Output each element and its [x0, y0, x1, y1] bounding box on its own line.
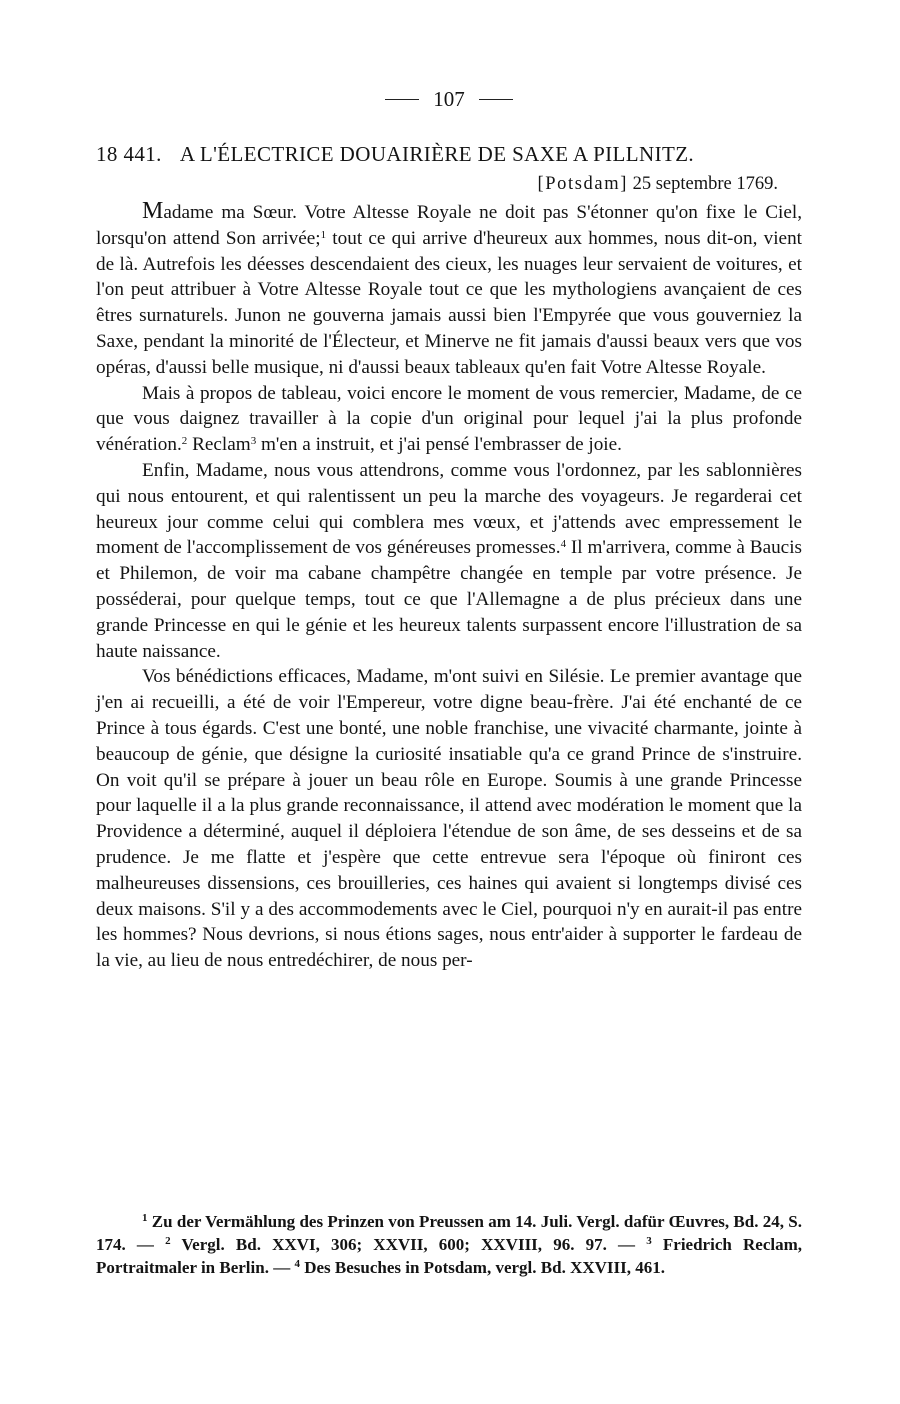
paragraph [96, 199, 802, 381]
text-run: Zu der Vermählung des Prinzen von Preussen am 14. Juli. Vergl. dafür Œuvres, Bd. 24, S. 174. — [96, 1212, 802, 1254]
letter-place: [Potsdam] [537, 174, 628, 194]
text-run: Mais à propos de tableau, voici encore le moment de vous remercier, Madame, de ce que vous daignez travailler à la copie d'un original pour lequel j'ai la plus profonde vénération. [96, 382, 802, 456]
page-header [96, 84, 802, 114]
initial-letter: M [142, 198, 164, 224]
footnote-block [96, 1210, 802, 1279]
text-run: Vos bénédictions efficaces, Madame, m'ont suivi en Silésie. Le premier avantage que j'en ai recueilli, a été de voir l'Empereur, votre digne beau-frère. J'ai été enchanté de ce Prince à tous égards. C'est une bonté, une noble franchise, une vivacité charmante, jointe à beaucoup de génie, que désigne la curiosité insatiable qu'a ce grand Prince de s'instruire. On voit qu'il se prépare à jouer un beau rôle en Europe. Soumis à une grande Princesse pour laquelle il a la plus grande reconnaissance, il attend avec modération le moment que la Providence a déterminé, auquel il déploiera l'étendue de son âme, de ses desseins et de sa prudence. Je me flatte et j'espère que cette entrevue sera l'époque où finiront ces malheureuses dissensions, ces brouilleries, ces haines qui avaient si longtemps divisé ces deux maisons. S'il y a des accommodements avec le Ciel, pourquoi n'y en aurait-il pas entre les hommes? Nous devrions, si nous étions sages, nous entr'aider à supporter le fardeau de la vie, au lieu de nous entredéchirer, de nous per- [96, 666, 802, 972]
letter-body [96, 199, 802, 974]
text-run: tout ce qui arrive d'heureux aux hommes, nous dit-on, vient de là. Autrefois les déesses descendaient des cieux, les nuages leur servaient de voitures, et l'on peut attribuer à Votre Altesse Royale tout ce que les mythologiens avançaient de ces êtres surnaturels. Junon ne gouverna jamais aussi bien l'Empyrée que vous gouverniez la Saxe, pendant la minorité de l'Électeur, et Minerve ne fit jamais d'aussi beaux vers que vos opéras, d'aussi belle musique, ni d'aussi beaux tableaux qu'en fait Votre Altesse Royale. [96, 227, 802, 378]
footnote-marker: 1 [142, 1212, 148, 1224]
text-run: m'en a instruit, et j'ai pensé l'embrasser de joie. [256, 434, 622, 456]
page-number: 107 [433, 86, 465, 111]
footnote-marker: 2 [165, 1235, 171, 1247]
text-run: Reclam [187, 434, 251, 456]
text-run: adame ma Sœur. Votre Altesse Royale ne doit pas S'étonner qu'on fixe le Ciel, lorsqu'on attend Son arrivée; [96, 202, 802, 249]
letter-title: A L'ÉLECTRICE DOUAIRIÈRE DE SAXE A PILLNITZ. [179, 142, 695, 166]
header-rule-left [385, 99, 419, 100]
footnote-marker: 3 [646, 1235, 652, 1247]
letter-number: 18 441. [96, 142, 162, 166]
footnotes [96, 1210, 802, 1279]
page [96, 84, 802, 974]
footnote-marker: 2 [181, 435, 188, 448]
footnote-marker: 3 [250, 435, 257, 448]
letter-dateline [96, 171, 802, 198]
text-run: Enfin, Madame, nous vous attendrons, comme vous l'ordonnez, par les sablonnières qui nous entourent, et qui ralentissent un peu la marche des voyageurs. Je regarderai cet heureux jour comme celui qui comblera mes vœux, et j'attends avec empressement le moment de l'accomplissement de vos généreuses promesses. [96, 459, 802, 559]
text-run: Friedrich Reclam, Portraitmaler in Berlin. — [96, 1235, 802, 1277]
paragraph [96, 381, 802, 458]
footnote-marker: 4 [560, 538, 567, 551]
text-run: Il m'arrivera, comme à Baucis et Philemon, de voir ma cabane champêtre changée en temple par votre présence. Je posséderai, pour quelque temps, tout ce que l'Allemagne a de plus précieux dans une grande Princesse en qui le génie et les heureux talents surpassent encore l'illustration de sa haute naissance. [96, 537, 802, 662]
text-run: Vergl. Bd. XXVI, 306; XXVII, 600; XXVIII, 96. 97. — [170, 1235, 647, 1254]
paragraph [96, 458, 802, 664]
footnote-marker: 4 [294, 1258, 300, 1270]
letter-date: 25 septembre 1769. [632, 174, 778, 194]
footnote-marker: 1 [320, 228, 327, 241]
text-run: Des Besuches in Potsdam, vergl. Bd. XXVIII, 461. [299, 1258, 665, 1277]
header-rule-right [479, 99, 513, 100]
letter-heading [96, 140, 802, 168]
paragraph [96, 664, 802, 974]
